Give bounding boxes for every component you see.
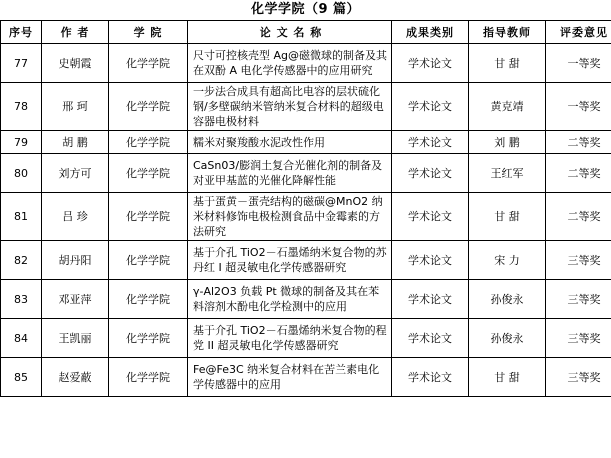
cell-title: 尺寸可控核壳型 Ag@磁微球的制备及其在双酚 A 电化学传感器中的应用研究	[188, 44, 392, 83]
cell-type: 学术论文	[392, 193, 469, 241]
cell-opinion: 二等奖	[546, 131, 611, 154]
cell-title: 基于蛋黄－蛋壳结构的磁碳@MnO2 纳米材料修饰电极检测食品中金霉素的方法研究	[188, 193, 392, 241]
cell-college: 化学学院	[109, 193, 188, 241]
table-row	[1, 280, 611, 319]
cell-author: 刘方可	[42, 154, 109, 193]
cell-supervisor: 甘 甜	[469, 193, 546, 241]
cell-title: CaSn03/膨润土复合光催化剂的制备及对亚甲基蓝的光催化降解性能	[188, 154, 392, 193]
cell-college: 化学学院	[109, 83, 188, 131]
cell-no: 83	[1, 280, 42, 319]
cell-no: 84	[1, 319, 42, 358]
cell-type: 学术论文	[392, 319, 469, 358]
papers-table	[0, 20, 611, 397]
cell-title: Fe@Fe3C 纳米复合材料在苦兰素电化学传感器中的应用	[188, 358, 392, 397]
cell-supervisor: 甘 甜	[469, 44, 546, 83]
cell-author: 赵爱蔽	[42, 358, 109, 397]
cell-opinion: 三等奖	[546, 319, 611, 358]
cell-supervisor: 孙俊永	[469, 319, 546, 358]
table-body	[1, 44, 611, 397]
cell-college: 化学学院	[109, 319, 188, 358]
header-cell-opinion: 评委意见	[546, 21, 611, 44]
table-row	[1, 131, 611, 154]
cell-author: 邓亚萍	[42, 280, 109, 319]
cell-college: 化学学院	[109, 44, 188, 83]
cell-supervisor: 王红军	[469, 154, 546, 193]
cell-title: 基于介孔 TiO2－石墨烯纳米复合物的苏丹红 I 超灵敏电化学传感器研究	[188, 241, 392, 280]
table-row	[1, 358, 611, 397]
cell-college: 化学学院	[109, 241, 188, 280]
cell-type: 学术论文	[392, 44, 469, 83]
cell-college: 化学学院	[109, 154, 188, 193]
cell-type: 学术论文	[392, 154, 469, 193]
table-row	[1, 83, 611, 131]
cell-opinion: 三等奖	[546, 280, 611, 319]
cell-no: 82	[1, 241, 42, 280]
cell-no: 85	[1, 358, 42, 397]
cell-type: 学术论文	[392, 358, 469, 397]
cell-title: 糯米对聚羧酸水泥改性作用	[188, 131, 392, 154]
header-cell-type: 成果类别	[392, 21, 469, 44]
cell-college: 化学学院	[109, 280, 188, 319]
cell-title: 基于介孔 TiO2－石墨烯纳米复合物的程党 II 超灵敏电化学传感器研究	[188, 319, 392, 358]
cell-no: 78	[1, 83, 42, 131]
header-cell-title: 论 文 名 称	[188, 21, 392, 44]
cell-supervisor: 刘 鹏	[469, 131, 546, 154]
cell-title: 一步法合成具有超高比电容的层状硫化钢/多壁碳纳米管纳米复合材料的超级电容器电极材料	[188, 83, 392, 131]
table-row	[1, 154, 611, 193]
cell-opinion: 三等奖	[546, 358, 611, 397]
table-row	[1, 241, 611, 280]
cell-author: 王凯丽	[42, 319, 109, 358]
header-cell-supervisor: 指导教师	[469, 21, 546, 44]
table-row	[1, 319, 611, 358]
cell-title: γ-Al2O3 负载 Pt 微球的制备及其在苯料溶剂木酚电化学检测中的应用	[188, 280, 392, 319]
cell-type: 学术论文	[392, 241, 469, 280]
table-row	[1, 44, 611, 83]
cell-opinion: 三等奖	[546, 241, 611, 280]
cell-author: 胡丹阳	[42, 241, 109, 280]
cell-supervisor: 孙俊永	[469, 280, 546, 319]
header-cell-no: 序号	[1, 21, 42, 44]
cell-type: 学术论文	[392, 280, 469, 319]
cell-college: 化学学院	[109, 131, 188, 154]
header-cell-college: 学 院	[109, 21, 188, 44]
cell-opinion: 二等奖	[546, 193, 611, 241]
table-header-row	[1, 21, 611, 44]
cell-supervisor: 黄克靖	[469, 83, 546, 131]
cell-no: 80	[1, 154, 42, 193]
cell-opinion: 二等奖	[546, 154, 611, 193]
cell-college: 化学学院	[109, 358, 188, 397]
cell-author: 吕 珍	[42, 193, 109, 241]
cell-author: 邢 珂	[42, 83, 109, 131]
cell-supervisor: 宋 力	[469, 241, 546, 280]
cell-author: 史朝霞	[42, 44, 109, 83]
cell-opinion: 一等奖	[546, 44, 611, 83]
cell-no: 79	[1, 131, 42, 154]
cell-opinion: 一等奖	[546, 83, 611, 131]
cell-type: 学术论文	[392, 131, 469, 154]
cell-no: 77	[1, 44, 42, 83]
cell-type: 学术论文	[392, 83, 469, 131]
table-header	[1, 21, 611, 44]
table-row	[1, 193, 611, 241]
cell-no: 81	[1, 193, 42, 241]
page-title: 化学学院（9 篇）	[250, 2, 361, 17]
cell-author: 胡 鹏	[42, 131, 109, 154]
header-cell-author: 作 者	[42, 21, 109, 44]
cell-supervisor: 甘 甜	[469, 358, 546, 397]
